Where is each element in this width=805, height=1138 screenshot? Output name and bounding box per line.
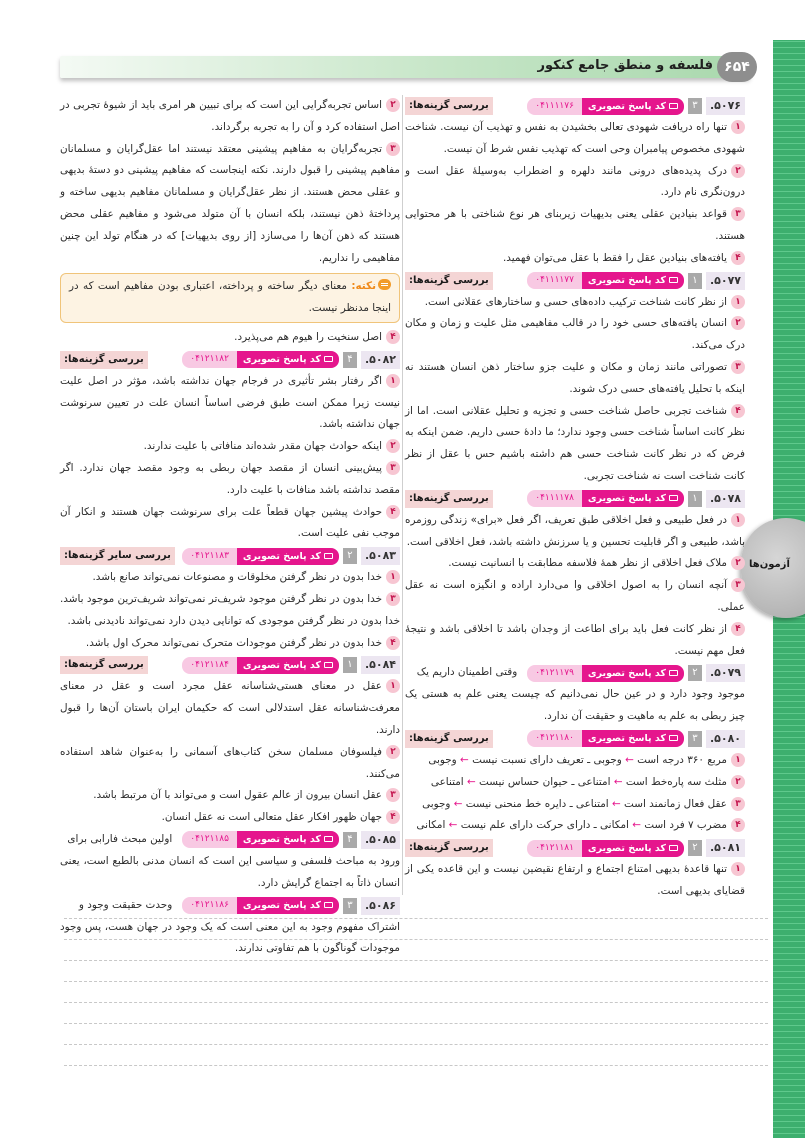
option-number-icon: ۳ <box>386 788 400 802</box>
option-number-icon: ۳ <box>386 461 400 475</box>
answer-lead-text: اولین مبحث فارابی برای <box>67 833 173 846</box>
monitor-icon <box>669 670 678 676</box>
option-number-icon: ۳ <box>731 578 745 592</box>
option <box>405 313 745 357</box>
statement: امتناعی ـ دایره خط منحنی نیست <box>465 797 609 810</box>
option-number-icon: ۱ <box>386 679 400 693</box>
option <box>405 248 745 270</box>
code-number: ۰۴۱۲۱۱۸۲ <box>182 351 237 368</box>
option <box>405 619 745 663</box>
option-number-icon: ۳ <box>731 360 745 374</box>
question-number: ۵۰۸۳. <box>361 547 400 565</box>
option-text: اگر رفتار بشر تأثیری در فرجام جهان نداشته باشد، مؤثر در اصل علیت نیست زیرا ممکن است طبق فرضی اساساً انسان علت در تعیین سرنوشت جهان نداشته باشد. <box>60 374 400 431</box>
answer-badge: ۱ <box>343 657 357 673</box>
option-text: یافته‌های بنیادین عقل را فقط با عقل می‌توان فهمید. <box>502 251 727 264</box>
answer-badge: ۳ <box>343 898 357 914</box>
answer-badge: ۴ <box>343 832 357 848</box>
visual-answer-code[interactable] <box>527 98 684 115</box>
arrow-left-icon: ← <box>632 819 641 832</box>
monitor-icon <box>669 735 678 741</box>
option-number-icon: ۱ <box>386 570 400 584</box>
option-text: اینکه حوادث جهان مقدر شده‌اند منافاتی با علیت ندارند. <box>143 440 382 453</box>
monitor-icon <box>324 902 333 908</box>
option-number-icon: ۳ <box>731 797 745 811</box>
answer-badge: ۴ <box>343 352 357 368</box>
review-label: بررسی گزینه‌ها: <box>60 656 148 674</box>
code-label: کد پاسخ تصویری <box>587 667 666 679</box>
option <box>405 553 745 575</box>
option-text: اصل سنخیت را هیوم هم می‌پذیرد. <box>234 330 382 343</box>
option-number-icon: ۱ <box>731 120 745 134</box>
option-number-icon: ۴ <box>386 810 400 824</box>
option-text: درک پدیده‌های درونی مانند دلهره و اضطراب به‌وسیلهٔ عقل است و درون‌نگری نام دارد. <box>405 164 745 199</box>
statement: امکانی ـ دارای حرکت دارای علم نیست <box>460 819 629 832</box>
option <box>405 772 745 794</box>
code-number: ۰۴۱۲۱۱۸۰ <box>527 730 582 747</box>
monitor-icon <box>324 836 333 842</box>
code-number: ۰۴۱۱۱۱۷۸ <box>527 490 582 507</box>
option-text: اساس تجربه‌گرایی این است که برای تبیین هر امری باید از شیوهٔ تجربی در اصل استفاده کرد و آن را به تجربه برگرداند. <box>60 99 400 133</box>
note-line <box>64 918 768 919</box>
option-text: حوادث پیشین جهان قطعاً علت برای سرنوشت جهان هستند و انکار آن موجب نفی علیت است. <box>60 505 400 540</box>
option <box>60 139 400 270</box>
statement: وجوبی <box>422 797 451 810</box>
arrow-left-icon: ← <box>466 775 476 788</box>
note-line <box>64 939 768 940</box>
question-header-5084 <box>60 655 400 675</box>
statement: امکانی <box>416 819 446 832</box>
note-line <box>64 1023 768 1024</box>
question-number: ۵۰۸۰. <box>706 730 745 748</box>
option <box>405 117 745 161</box>
question-header-5080 <box>405 729 745 749</box>
visual-answer-code[interactable] <box>182 831 339 848</box>
visual-answer-code[interactable] <box>182 351 339 368</box>
review-label: بررسی گزینه‌ها: <box>60 351 148 369</box>
statement: مربع ۳۶۰ درجه است <box>637 753 727 766</box>
option <box>405 292 745 314</box>
option-text: از نظر کانت شناخت ترکیب داده‌های حسی و ساختارهای عقلانی است. <box>424 295 727 308</box>
option <box>405 510 745 554</box>
answer-badge: ۱ <box>688 491 702 507</box>
option-text: پیش‌بینی انسان از مقصد جهان ربطی به وجود مقصد جهان ندارد. اگر مقصد نداشته باشد منافات با علیت دارد. <box>60 461 400 496</box>
statement: وجوبی ـ تعریف دارای نسبت نیست <box>472 753 622 766</box>
option-text: عقل در معنای هستی‌شناسانه عقل مجرد است و عقل در معنای معرفت‌شناسانه عقل استدلالی است که حکیمان ایران باستان آن‌ها را قبول دارند. <box>60 680 400 736</box>
question-header-5081 <box>405 838 745 858</box>
monitor-icon <box>669 845 678 851</box>
question-header-5079 <box>405 663 745 683</box>
notes-lines <box>64 918 768 1086</box>
option-number-icon: ۲ <box>731 775 745 789</box>
visual-answer-code[interactable] <box>527 840 684 857</box>
arrow-left-icon: ← <box>448 819 458 832</box>
code-number: ۰۴۱۲۱۱۸۳ <box>182 548 237 565</box>
statement: وجوبی <box>428 753 457 766</box>
option-text: از نظر کانت فعل باید برای اطاعت از وجدان باشد تا اخلاقی باشد و نتیجهٔ فعل مهم نیست. <box>405 622 745 657</box>
option-text: در فعل طبیعی و فعل اخلاقی طبق تعریف، اگر فعل «برای» زندگی روزمره باشد، طبیعی و اگر قابلیت تحسین و یا سرزنش داشته باشد، فعل اخلاقی است. <box>405 513 745 548</box>
left-column <box>60 95 400 960</box>
question-number: ۵۰۸۱. <box>706 839 745 857</box>
option-number-icon: ۲ <box>731 164 745 178</box>
option <box>60 589 400 633</box>
option-number-icon: ۱ <box>731 513 745 527</box>
code-label: کد پاسخ تصویری <box>242 354 321 366</box>
option-text: تصوراتی مانند زمان و مکان و علیت جزو ساختار ذهن انسان هستند نه اینکه با تحلیل یافته‌های حسی درک شوند. <box>405 360 745 395</box>
option <box>60 785 400 807</box>
option <box>60 742 400 786</box>
answer-lead-text: وحدت حقیقت وجود و <box>78 898 173 911</box>
question-number: ۵۰۸۵. <box>361 831 400 849</box>
question-header-5086 <box>60 896 400 916</box>
question-number: ۵۰۷۷. <box>706 272 745 290</box>
code-label: کد پاسخ تصویری <box>587 100 666 112</box>
note-line <box>64 1044 768 1045</box>
monitor-icon <box>669 103 678 109</box>
monitor-icon <box>669 495 678 501</box>
option-text: قواعد بنیادین عقلی یعنی بدیهیات زیربنای هر نوع شناختی با هر محتوایی هستند. <box>405 208 745 242</box>
option-number-icon: ۲ <box>386 745 400 759</box>
question-number: ۵۰۷۸. <box>706 490 745 508</box>
option-text: عقل انسان بیرون از عالم عقول است و می‌تواند با آن مرتبط باشد. <box>93 789 382 802</box>
option-number-icon: ۲ <box>731 316 745 330</box>
statement: امتناعی ـ حیوان حساس نیست <box>479 775 611 788</box>
question-header-5077 <box>405 271 745 291</box>
visual-answer-code[interactable] <box>182 657 339 674</box>
arrow-left-icon: ← <box>460 753 469 766</box>
statement: امتناعی <box>430 775 464 788</box>
question-header-5076 <box>405 96 745 116</box>
speech-bubble-icon <box>378 279 391 290</box>
answer-badge: ۱ <box>688 273 702 289</box>
question-header-5083 <box>60 546 400 566</box>
option-number-icon: ۴ <box>386 330 400 344</box>
answer-badge: ۳ <box>688 98 702 114</box>
option-text: تنها راه دریافت شهودی تعالی بخشیدن به نفس و تهذیب آن نیست. شناخت شهودی مخصوص پیامبران وحی است که تهذیب نفس شرط آن نیست. <box>405 121 745 155</box>
option <box>60 327 400 349</box>
review-label: بررسی گزینه‌ها: <box>405 490 493 508</box>
option <box>60 567 400 589</box>
review-label: بررسی گزینه‌ها: <box>405 839 493 857</box>
monitor-icon <box>324 356 333 362</box>
review-label: بررسی گزینه‌ها: <box>405 272 493 290</box>
option-text: فیلسوفان مسلمان سخن کتاب‌های آسمانی را به‌عنوان شاهد استفاده می‌کنند. <box>60 745 400 780</box>
note-line <box>64 1065 768 1066</box>
option <box>60 502 400 546</box>
arrow-left-icon: ← <box>625 753 634 766</box>
option-number-icon: ۱ <box>386 374 400 388</box>
option-number-icon: ۲ <box>731 556 745 570</box>
code-number: ۰۴۱۲۱۱۸۱ <box>527 840 582 857</box>
option-text: خدا بدون در نظر گرفتن موجود شریف‌تر نمی‌تواند شریف‌ترین موجود باشد. خدا بدون در نظر گرفتن موجودی که توانایی دیدن دارد نمی‌تواند نادیدنی باشد. <box>60 592 400 627</box>
option-number-icon: ۲ <box>386 98 400 112</box>
option-text: آنچه انسان را به اصول اخلاقی وا می‌دارد اراده و انگیزه است نه عقل عملی. <box>405 579 745 613</box>
code-label: کد پاسخ تصویری <box>587 733 666 745</box>
visual-answer-code[interactable] <box>527 490 684 507</box>
code-number: ۰۴۱۱۱۱۷۷ <box>527 272 582 289</box>
review-label: بررسی گزینه‌ها: <box>405 730 493 748</box>
visual-answer-code[interactable] <box>182 548 339 565</box>
monitor-icon <box>669 277 678 283</box>
code-label: کد پاسخ تصویری <box>587 275 666 287</box>
answer-badge: ۲ <box>343 548 357 564</box>
statement: مضرب ۷ فرد است <box>644 819 727 832</box>
arrow-left-icon: ← <box>613 775 623 788</box>
option-text: شناخت تجربی حاصل شناخت حسی و تجزیه و تحلیل عقلانی است. اما از نظر کانت اساساً شناخت حسی وجود ندارد؛ ما دادهٔ حسی داریم. ضمن اینکه به فرض که در نظر کانت شناخت حسی هم داشته باشیم حس با عقل از نظر کانت شناخت است نه شناخت تجربی. <box>405 404 745 482</box>
code-number: ۰۴۱۲۱۱۸۴ <box>182 657 237 674</box>
option <box>60 676 400 741</box>
option <box>405 815 745 837</box>
answer-lead-text: وقتی اطمینان داریم یک <box>416 666 518 679</box>
option <box>405 204 745 248</box>
code-number: ۰۴۱۲۱۱۸۵ <box>182 831 237 848</box>
option-number-icon: ۲ <box>386 439 400 453</box>
option-text: خدا بدون در نظر گرفتن مخلوقات و مصنوعات نمی‌تواند صانع باشد. <box>92 571 382 584</box>
code-number: ۰۴۱۲۱۱۸۶ <box>182 897 237 914</box>
section-tab-label: آزمون‌ها <box>749 559 790 570</box>
edge-strip-gap <box>773 0 805 40</box>
option-text: جهان ظهور افکار عقل متعالی است نه عقل انسان. <box>161 811 382 824</box>
visual-answer-code[interactable] <box>182 897 339 914</box>
code-label: کد پاسخ تصویری <box>242 550 321 562</box>
option <box>60 436 400 458</box>
question-header-5085 <box>60 830 400 850</box>
monitor-icon <box>324 553 333 559</box>
review-other-label: بررسی سایر گزینه‌ها: <box>60 547 175 565</box>
code-label: کد پاسخ تصویری <box>587 493 666 505</box>
option <box>405 859 745 903</box>
section-tab[interactable] <box>741 518 805 618</box>
option <box>60 633 400 655</box>
answer-text: موجود وجود دارد و در عین حال نمی‌دانیم که چیست یعنی علم به هستی یک چیز ربطی به علم به ماهیت و حقیقت آن ندارد. <box>405 688 745 723</box>
answer-badge: ۳ <box>688 731 702 747</box>
code-label: کد پاسخ تصویری <box>587 842 666 854</box>
option-number-icon: ۴ <box>731 251 745 265</box>
question-number: ۵۰۷۹. <box>706 664 745 682</box>
question-number: ۵۰۷۶. <box>706 97 745 115</box>
option-number-icon: ۳ <box>386 592 400 606</box>
note-box <box>60 273 400 323</box>
option <box>405 357 745 401</box>
option <box>405 161 745 205</box>
option-number-icon: ۴ <box>731 404 745 418</box>
answer-text: ورود به مباحث فلسفی و سیاسی این است که انسان مدنی بالطبع است، یعنی انسان ذاتاً به اجتماع گرایش دارد. <box>60 854 400 889</box>
option-number-icon: ۱ <box>731 753 745 767</box>
visual-answer-code[interactable] <box>527 272 684 289</box>
option <box>60 458 400 502</box>
answer-badge: ۲ <box>688 840 702 856</box>
option-text: خدا بدون در نظر گرفتن موجودات متحرک نمی‌تواند محرک اول باشد. <box>85 636 382 649</box>
option <box>405 794 745 816</box>
question-number: ۵۰۸۲. <box>361 351 400 369</box>
code-number: ۰۴۱۲۱۱۷۹ <box>527 665 582 682</box>
option <box>60 95 400 139</box>
arrow-left-icon: ← <box>453 797 463 810</box>
note-label: نکته: <box>351 280 376 293</box>
note-text: معنای دیگر ساخته و پرداخته، اعتباری بودن مفاهیم است که در اینجا مدنظر نیست. <box>69 280 391 315</box>
option <box>405 401 745 488</box>
option-number-icon: ۴ <box>386 505 400 519</box>
option <box>60 807 400 829</box>
code-number: ۰۴۱۱۱۱۷۶ <box>527 98 582 115</box>
note-line <box>64 1002 768 1003</box>
book-title: فلسفه و منطق جامع کنکور <box>537 58 713 73</box>
question-number: ۵۰۸۶. <box>361 897 400 915</box>
code-label: کد پاسخ تصویری <box>242 659 321 671</box>
arrow-left-icon: ← <box>612 797 621 810</box>
option <box>60 371 400 436</box>
right-column <box>405 95 745 903</box>
question-header-5078 <box>405 489 745 509</box>
option <box>405 750 745 772</box>
option-number-icon: ۳ <box>386 142 400 156</box>
visual-answer-code[interactable] <box>527 665 684 682</box>
option-number-icon: ۱ <box>731 862 745 876</box>
review-label: بررسی گزینه‌ها: <box>405 97 493 115</box>
option <box>405 575 745 619</box>
option-number-icon: ۴ <box>731 818 745 832</box>
option-text: تنها قاعدهٔ بدیهی امتناع اجتماع و ارتفاع نقیضین نیست و این قاعده یکی از قضایای بدیهی است. <box>405 863 745 897</box>
page-header <box>60 52 773 82</box>
note-line <box>64 960 768 961</box>
option-number-icon: ۳ <box>731 207 745 221</box>
answer-text: اشتراک مفهوم وجود به این معنی است که یک وجود در جهان هست، پس وجود موجودات گوناگون با هم تفاوتی ندارند. <box>60 920 400 955</box>
option-number-icon: ۱ <box>731 295 745 309</box>
code-label: کد پاسخ تصویری <box>242 900 321 911</box>
answer-badge: ۲ <box>688 665 702 681</box>
monitor-icon <box>324 662 333 668</box>
option-text: انسان یافته‌های حسی خود را در قالب مفاهیمی مثل علیت و زمان و مکان درک می‌کند. <box>405 317 745 352</box>
page-number: ۶۵۴ <box>717 52 757 82</box>
visual-answer-code[interactable] <box>527 730 684 747</box>
question-header-5082 <box>60 350 400 370</box>
option-number-icon: ۴ <box>731 622 745 636</box>
question-number: ۵۰۸۴. <box>361 656 400 674</box>
note-line <box>64 981 768 982</box>
column-divider <box>402 95 403 895</box>
option-text: تجربه‌گرایان به مفاهیم پیشینی معتقد نیستند اما عقل‌گرایان و مسلمانان مفاهیم پیشینی را قبول دارند. نکته اینجاست که مفاهیم پیشینی دو دستهٔ بدیهی و عقلی محض هستند. از نظر عقل‌گرایان و مسلمانان مفاهیم بدیهی ساخته و پرداختهٔ ذهن نیستند، بلکه انسان با آن متولد می‌شود و مفاهیم عقلی محض هستند که ذهن آن‌ها را می‌سازد [از روی بدیهیات] که در هنگام تولد این چنین مفاهیمی را نداریم. <box>60 142 400 264</box>
option-number-icon: ۴ <box>386 636 400 650</box>
code-label: کد پاسخ تصویری <box>242 834 321 846</box>
statement: عقل فعال زمانمند است <box>624 797 727 810</box>
option-text: ملاک فعل اخلاقی از نظر همهٔ فلاسفه مطابقت با انسانیت نیست. <box>448 557 727 570</box>
statement: مثلث سه پاره‌خط است <box>625 775 727 788</box>
